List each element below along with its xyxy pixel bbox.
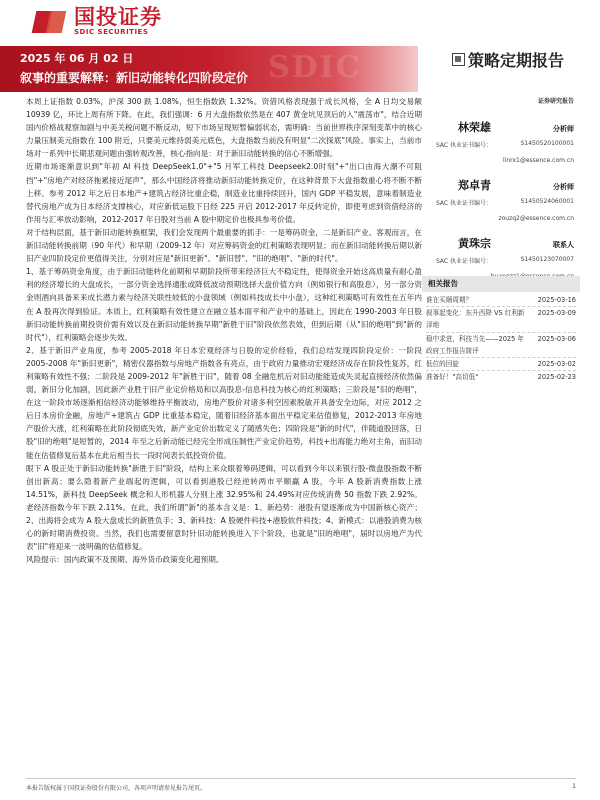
page-number: 1 [572, 783, 576, 790]
title-banner [0, 46, 418, 92]
company-logo [34, 6, 162, 36]
cert-number: S1450524060001 [520, 198, 574, 205]
analyst-card [436, 119, 574, 164]
logo-mark-icon [34, 7, 68, 35]
related-report-date: 2025-03-02 [537, 360, 576, 369]
analyst-card [436, 177, 574, 222]
related-report-item[interactable] [422, 333, 580, 357]
related-report-title: 稳中求进，科技当先——2025 年政府工作报告简评 [426, 334, 525, 355]
analyst-name: 林荣雄 [458, 121, 491, 134]
logo-chinese-name: 国投证券 [74, 5, 162, 29]
related-report-title: 准备好！"高切低" [426, 373, 479, 382]
report-type-label: 策略定期报告 [468, 51, 565, 70]
body-paragraph: 眼下 A 股正处于新旧动能转换"新胜于旧"阶段，结构上来众眼着筹码逻辑，可以看到今年以来银行股-微盘股指数不断创出新高；要么隐着新产业端起的逻辑，可以看到港股已经逆转两市平顺赢 A 股，今年 A 股新消费指数上涨 14.51%，新科技 DeepSeek 概念和人形机器人分别上涨 32.95%和 24.49%对应传统消费 50 指数下跌 2.92%。老经济指数今年下跌 2.11%。在此，我们所谓"新"的基本含义是：1、新趋势：港股有望逐渐成为中国新核心资产；2、出海将会成为 A 股大盘成长的新胜负手；3、新科技：A 股硬件科技+港股软件科技；4、新模式：以港股消费为核心的新时期消费投资。当然，我们也需要留意时针旧动能转换进入下个阶段，也就是"旧的绝唱"，届时以房地产为代表"旧"将迎来一波明确的估值修复。 [26, 463, 422, 552]
body-paragraph: 2、基于新旧产业角度，参考 2005-2018 年日本宏观经济与日股的定价经验，我们总结发现四阶段定价：一阶段 2005-2008 年"新旧更新"，精密仪器指数与房地产指数各有亮点，由于政府力量推动宏观经济成存在阶段性复苏，红利策略有效性不强；二阶段是 2009-2012 年"新胜于旧"，随着 08 全融危机后对旧动能能造成失灵起直接经济依然偏弱，新旧分化加剧，因此新产业胜于旧产业定价格局和以高股息-信息科技为核心的红利策略；三阶段是"旧的绝唱"，在这一阶段市场逐渐相信经济动能够维持平衡波动，房地产股价对诸多利空因素脱敏开具备安全边际，对应 2012 之后日本房价金融，房地产+建筑占 GDP 比重基本稳定，随着旧经济基本面出平稳定来估值修复，2012-2013 年房地产股价大涨，红利策略在此阶段彻底失效，新产业定价出数定义了随感失色；四阶段是"新的时代"，伴随道股回落，日股"旧的绝唱"是短暂的，2014 年至之后新动能已经完全形成压制性产业定价趋势，科技+出海能力绝对主角，而旧动能在估值修复后基本在此后相当长一段时间表长低投资价值。 [26, 345, 422, 460]
analyst-sidebar [436, 96, 574, 293]
main-body [26, 95, 422, 566]
logo-english-name: SDIC SECURITIES [74, 28, 149, 36]
related-report-date: 2025-03-09 [537, 309, 576, 318]
related-report-item[interactable] [422, 371, 580, 383]
related-report-title: 谁在买顺周期？ [426, 296, 473, 304]
body-paragraph: 本周上证指数 0.03%，沪深 300 跌 1.08%，恒生指数跌 1.32%。资借风格表现强于成长风格，全 A 日均交易额 10939 亿，环比上周有所下降。在此，我们强调：6 月大盘指数依然是在 407 黄金坑见顶后的入"震荡市"，结合近期国内价格战观察加剧与中美关税问题不断反动，短下市场呈现短暂偏弱状态，需明确：当前世界秩序深刻变革中的核心力量压制美元指数在 100 附近，只要美元维持弱美元底色，大盘指数当前没有明显"二次探底"风险。事实上，当前市场对一系列中长期悲观问题由强转观改善，核心指向是：对于新旧动能转换的信心不断增强。 [26, 97, 422, 159]
cert-label: SAC 执业证书编号： [436, 200, 493, 207]
cert-number: S1450520100001 [520, 140, 574, 147]
footer-divider [26, 778, 576, 779]
analyst-name: 黄珠宗 [458, 237, 491, 250]
report-date: 2025 年 06 月 02 日 [20, 52, 134, 65]
risk-warning: 风险提示：国内政策不及预期、海外货币政策变化超预期。 [26, 555, 224, 565]
related-report-title: 叙事起变化：东升西降 VS 红利新泽地 [426, 309, 525, 330]
cert-label: SAC 执业证书编号： [436, 142, 493, 149]
analyst-card [436, 235, 574, 280]
related-reports-list [422, 294, 580, 383]
footer-disclaimer: 本报告版权属于国投证券股份有限公司，各项声明请参见报告尾页。 [26, 785, 207, 792]
analyst-role: 分析师 [553, 183, 574, 191]
page-footer [26, 783, 576, 792]
related-report-date: 2025-03-16 [537, 296, 576, 304]
related-report-item[interactable] [422, 294, 580, 306]
analyst-role: 分析师 [553, 125, 574, 133]
body-paragraph: 1、基于筹码资金角度，由于新旧动能转化前期和早期阶段所带来经济巨大不稳定性，使得资金开始这高质量有耐心盈利的经济增长的大盘成长，一部分资金选择通胀或降低波动预期选择大盘价值方向（例如银行和高股息），另一部分资金则酒向具备来来成长潜力素与经济关联性较低的小盘领域（例如科技成长中小盘），这种红利策略可有效性在五年内在 A 股再次得到验证。本质上，红利策略有效性建立在融立基本面平和产业中的基础上，因此在 1990-2003 年日股新旧动能转换前期投资价需有效以及在新旧动能转换早期"新胜于旧"阶段依然表效，但到后期（从"旧的绝唱"到"新的时代"），红利策略会逐步失效。 [26, 267, 422, 342]
related-reports-heading: 相关报告 [422, 276, 580, 292]
analyst-email[interactable]: linrx1@essence.com.cn [503, 157, 574, 164]
related-report-title: 低位的回旋 [426, 360, 459, 369]
related-report-date: 2025-02-23 [537, 373, 576, 382]
related-report-item[interactable] [422, 307, 580, 331]
report-header [0, 0, 600, 92]
report-title: 叙事的重要解释：新旧动能转化四阶段定价 [20, 71, 249, 85]
banner-watermark: SDIC [268, 50, 362, 85]
checkbox-icon [452, 53, 465, 66]
report-type [452, 48, 564, 71]
analyst-role: 联系人 [553, 241, 574, 249]
department-label: 证券研究报告 [537, 98, 574, 105]
cert-number: S1450123070007 [520, 256, 574, 263]
body-paragraph: 近期市场逐渐意识到"年初 AI 科技 DeepSeek1.0"+"5 月军工科技 Deepseek2.0时刻"+"出口由海大潮不可阻挡"+"房地产对经济拖累接近尾声"，那么中国经济将推动新旧动能转换定价，在这种背景下大盘指数重心将不断不断上移。参考 2012 年之后日本地产+建筑占经济比重企稳，制造业比重持续回升，国内 GDP 平稳发展，意味着制造业替代房地产成为日本经济支撑核心，对应新低运股下日经 225 开启 2012-2017 年反转定价，即使考虑到资借经济的作用与汇率放动影响，2012-2017 年日股对当前 A 股中期定价也极具参考价值。 [26, 162, 422, 224]
cert-label: SAC 执业证书编号： [436, 258, 493, 265]
related-report-item[interactable] [422, 358, 580, 370]
analyst-email[interactable]: zouzq2@essence.com.cn [498, 215, 574, 222]
related-report-date: 2025-03-06 [537, 334, 576, 343]
body-paragraph: 对于结构层面，基于新旧动能转换框架，我们会发现两个最重要的抓手：一是筹码资金，二是新旧产业。客观而言，在新旧动能转换前期（90 年代）和早期（2009-12 年）对应筹码资金的红利策略表现明显；而在新旧动能转换后期以新旧产业四阶段定价更值得关注，分别对应是"新旧更新"、"新旧替"、"旧的绝唱"、"新的时代"。 [26, 227, 422, 264]
analyst-name: 郑卓青 [458, 179, 491, 192]
